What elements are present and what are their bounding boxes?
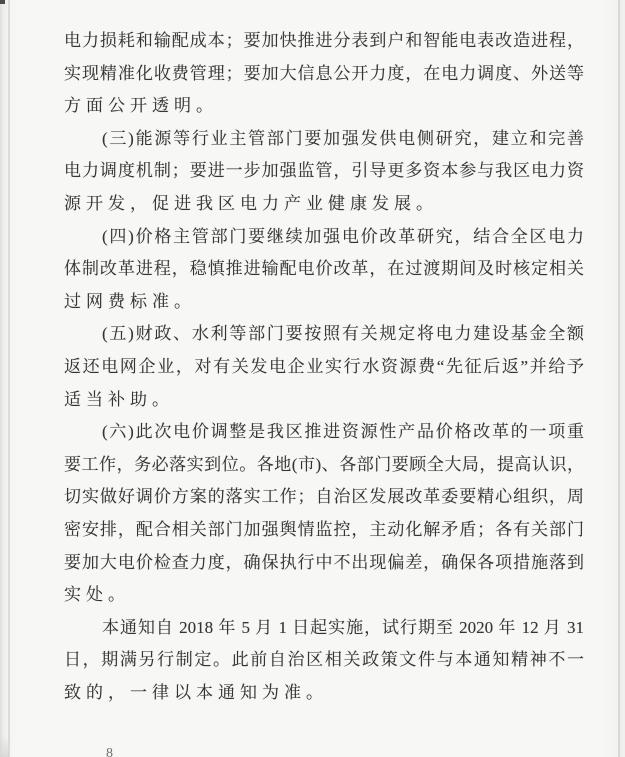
text-line: 实现精准化收费管理；要加大信息公开力度，在电力调度、外送等 <box>64 63 584 83</box>
text-line: 致的，一律以本通知为准。 <box>64 682 328 702</box>
text-line: (四)价格主管部门要继续加强电价改革研究，结合全区电力 <box>102 226 584 246</box>
scan-bottom-left-shadow <box>0 735 9 757</box>
text-line: 密安排，配合相关部门加强舆情监控，主动化解矛盾；各有关部门 <box>64 519 584 539</box>
text-line: 本通知自 2018 年 5 月 1 日起实施，试行期至 2020 年 12 月 31 <box>102 617 584 637</box>
text-line: 日，期满另行制定。此前自治区相关政策文件与本通知精神不一 <box>64 650 584 670</box>
scan-left-edge <box>8 0 10 757</box>
text-line: 要工作，务必落实到位。各地(市)、各部门要顾全大局，提高认识， <box>64 454 584 474</box>
document-body <box>64 25 584 709</box>
text-line: 电力损耗和输配成本；要加快推进分表到户和智能电表改造进程， <box>64 31 584 50</box>
text-line: 适当补助。 <box>64 389 174 409</box>
text-line: (五)财政、水利等部门要按照有关规定将电力建设基金全额 <box>102 324 584 344</box>
text-line: 实处。 <box>64 585 130 605</box>
text-line: 要加大电价检查力度，确保执行中不出现偏差，确保各项措施落到 <box>64 552 584 572</box>
text-line: 过网费标准。 <box>64 291 196 311</box>
text-line: (六)此次电价调整是我区推进资源性产品价格改革的一项重 <box>102 422 584 442</box>
scan-right-edge <box>618 0 620 757</box>
text-line: 方面公开透明。 <box>64 96 218 116</box>
text-line: 返还电网企业，对有关发电企业实行水资源费“先征后返”并给予 <box>64 356 584 376</box>
text-line: (三)能源等行业主管部门要加强发供电侧研究，建立和完善 <box>102 128 584 148</box>
text-line: 电力调度机制；要进一步加强监管，引导更多资本参与我区电力资 <box>64 161 584 181</box>
text-line: 体制改革进程，稳慎推进输配电价改革，在过渡期间及时核定相关 <box>64 259 584 279</box>
scan-corner-artifact <box>0 0 5 4</box>
text-line: 源开发，促进我区电力产业健康发展。 <box>64 193 438 213</box>
text-line: 切实做好调价方案的落实工作；自治区发展改革委要精心组织，周 <box>64 487 584 507</box>
page-number: 8 <box>106 746 113 757</box>
